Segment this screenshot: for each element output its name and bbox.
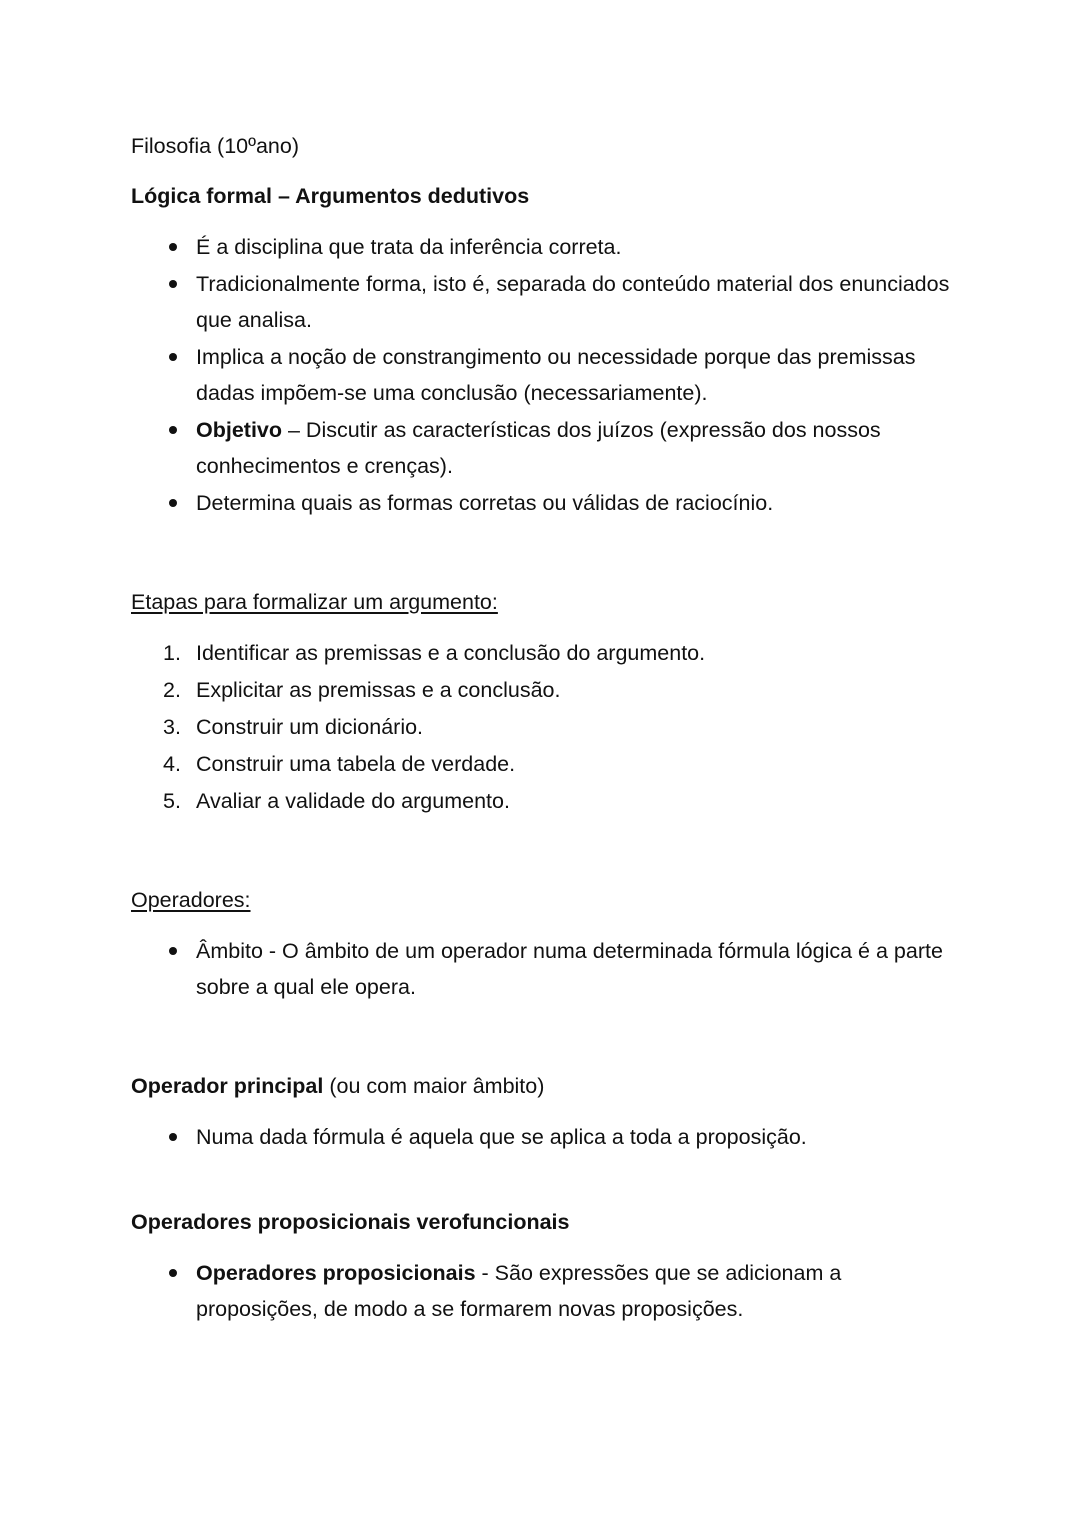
list-item-text: Avaliar a validade do argumento. [196,789,510,813]
objetivo-label: Objetivo [196,418,283,442]
operador-principal-note: (ou com maior âmbito) [323,1074,545,1098]
section-title-etapas: Etapas para formalizar um argumento: [131,590,498,614]
list-item: Tradicionalmente forma, isto é, separada do conteúdo material dos enunciados que analisa. [131,266,951,338]
operador-principal-label: Operador principal [131,1074,324,1098]
document-page [131,128,951,1328]
list-item [131,1255,951,1327]
list-item: Âmbito - O âmbito de um operador numa determinada fórmula lógica é a parte sobre a qual ele opera. [131,933,951,1005]
list-item: Determina quais as formas corretas ou válidas de raciocínio. [131,485,951,521]
list-item: Numa dada fórmula é aquela que se aplica a toda a proposição. [131,1119,951,1155]
list-item [131,746,951,782]
list-item [131,709,951,745]
operadores-proposicionais-text: - São expressões que se adicionam a proposições, de modo a se formarem novas proposições. [196,1261,842,1321]
list-number: 5. [163,789,181,813]
section-title-operadores: Operadores: [131,888,251,912]
list-number: 4. [163,752,181,776]
list-item-text: Construir uma tabela de verdade. [196,752,516,776]
list-item [131,635,951,671]
list-item [131,672,951,708]
section-title-logica-formal: Lógica formal – Argumentos dedutivos [131,184,530,208]
section-title-operador-principal [131,1068,951,1104]
list-item-text: Identificar as premissas e a conclusão do argumento. [196,641,706,665]
list-item-text: Construir um dicionário. [196,715,424,739]
list-item: Implica a noção de constrangimento ou necessidade porque das premissas dadas impõem-se uma conclusão (necessariamente). [131,339,951,411]
etapas-list [131,635,951,819]
list-item [131,783,951,819]
list-item: É a disciplina que trata da inferência correta. [131,229,951,265]
list-number: 2. [163,678,181,702]
operador-principal-list [131,1119,951,1155]
list-number: 1. [163,641,181,665]
list-item [131,412,951,484]
operadores-list [131,933,951,1005]
operadores-verofuncionais-list [131,1255,951,1327]
list-number: 3. [163,715,181,739]
logica-formal-list [131,229,951,521]
objetivo-text: – Discutir as características dos juízos (expressão dos nossos conhecimentos e crenças). [196,418,881,478]
list-item-text: Explicitar as premissas e a conclusão. [196,678,561,702]
operadores-proposicionais-label: Operadores proposicionais [196,1261,476,1285]
course-title: Filosofia (10ºano) [131,134,299,158]
section-title-operadores-verofuncionais: Operadores proposicionais verofuncionais [131,1210,570,1234]
